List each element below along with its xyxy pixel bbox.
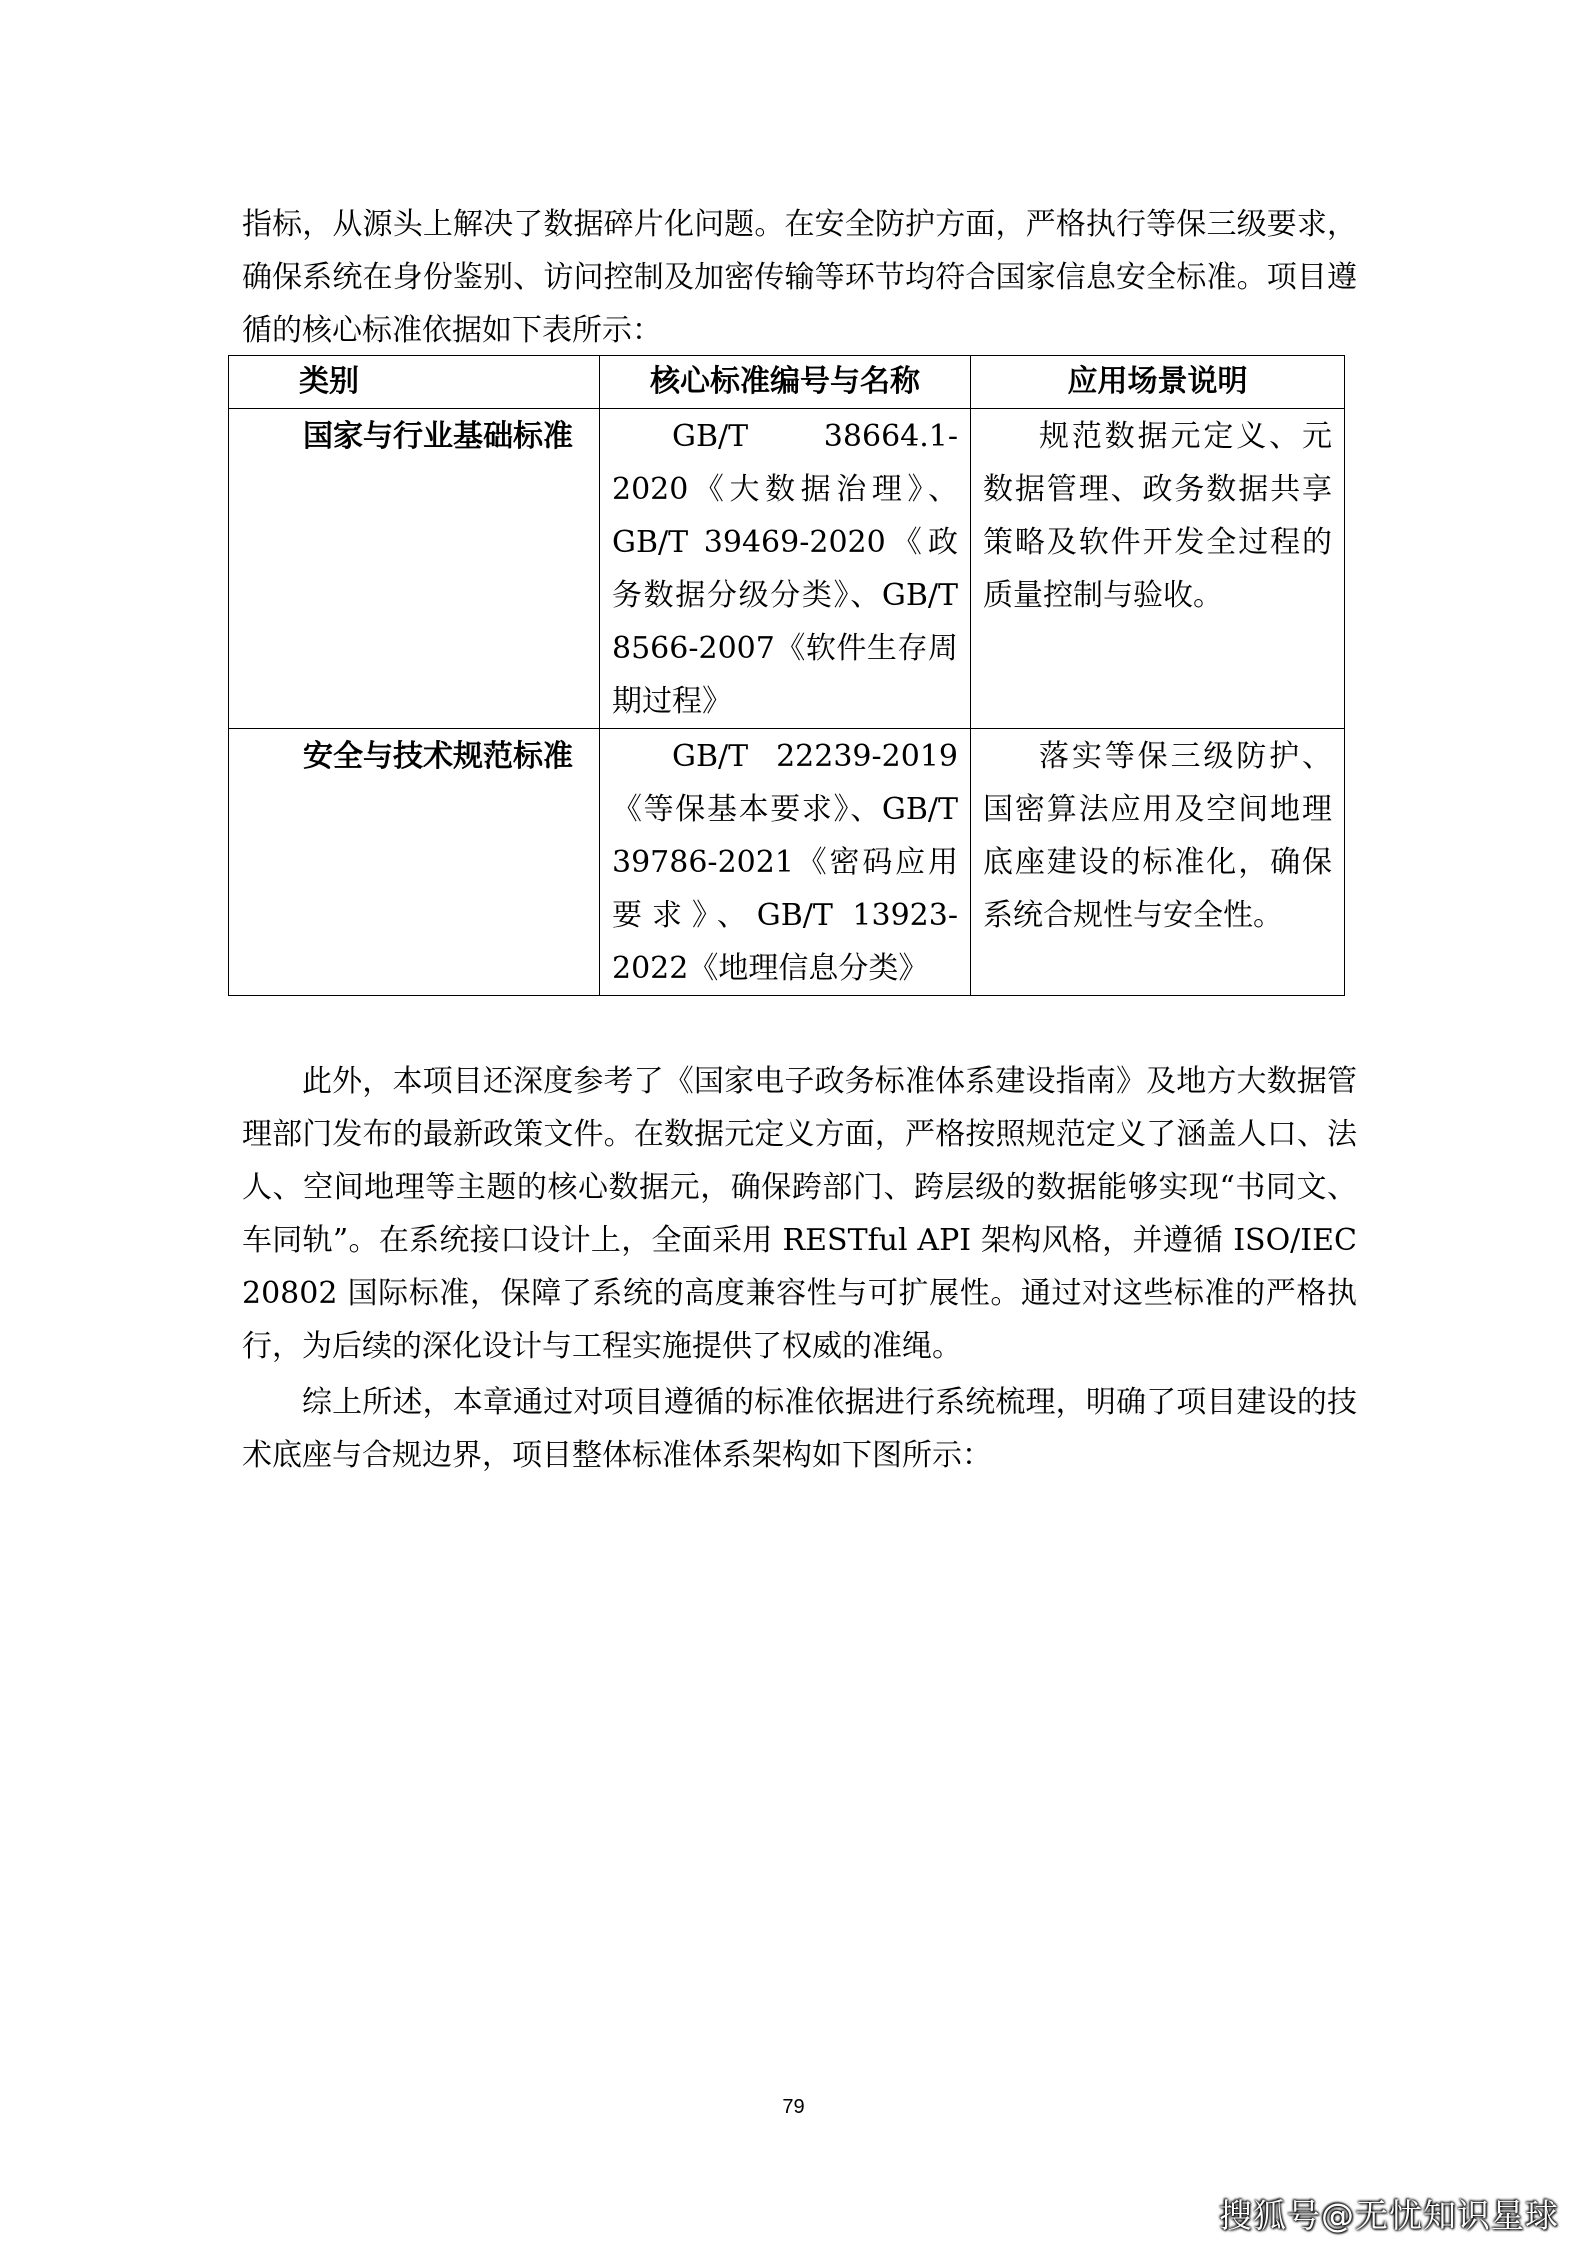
- standards-cell: GB/T 38664.1-2020《大数据治理》、GB/T 39469-2020《政务数据分级分类》、GB/T 8566-2007《软件生存周期过程》: [600, 409, 971, 729]
- header-description: 应用场景说明: [971, 356, 1345, 409]
- category-cell: 国家与行业基础标准: [229, 409, 600, 729]
- table-row: [229, 729, 1345, 996]
- table-row: [229, 409, 1345, 729]
- header-standards: 核心标准编号与名称: [600, 356, 971, 409]
- summary-paragraph: 综上所述，本章通过对项目遵循的标准依据进行系统梳理，明确了项目建设的技术底座与合规边界，项目整体标准体系架构如下图所示：: [242, 1385, 1357, 1473]
- additional-references-paragraph: 此外，本项目还深度参考了《国家电子政务标准体系建设指南》及地方大数据管理部门发布的最新政策文件。在数据元定义方面，严格按照规范定义了涵盖人口、法人、空间地理等主题的核心数据元，确保跨部门、跨层级的数据能够实现“书同文、车同轨”。在系统接口设计上，全面采用 RESTful API 架构风格，并遵循 ISO/IEC 20802 国际标准，保障了系统的高度兼容性与可扩展性。通过对这些标准的严格执行，为后续的深化设计与工程实施提供了权威的准绳。: [242, 1064, 1357, 1364]
- description-cell: 落实等保三级防护、国密算法应用及空间地理底座建设的标准化，确保系统合规性与安全性。: [971, 729, 1345, 996]
- standards-table: [228, 355, 1345, 996]
- category-cell: 安全与技术规范标准: [229, 729, 600, 996]
- intro-paragraph: 指标，从源头上解决了数据碎片化问题。在安全防护方面，严格执行等保三级要求，确保系统在身份鉴别、访问控制及加密传输等环节均符合国家信息安全标准。项目遵循的核心标准依据如下表所示：: [242, 207, 1357, 348]
- page-number: 79: [782, 2096, 805, 2118]
- standards-cell: GB/T 22239-2019《等保基本要求》、GB/T 39786-2021《密码应用要求》、GB/T 13923-2022《地理信息分类》: [600, 729, 971, 996]
- watermark: 搜狐号@无忧知识星球: [1219, 2196, 1559, 2235]
- description-cell: 规范数据元定义、元数据管理、政务数据共享策略及软件开发全过程的质量控制与验收。: [971, 409, 1345, 729]
- header-category: 类别: [229, 356, 600, 409]
- table-header-row: [229, 356, 1345, 409]
